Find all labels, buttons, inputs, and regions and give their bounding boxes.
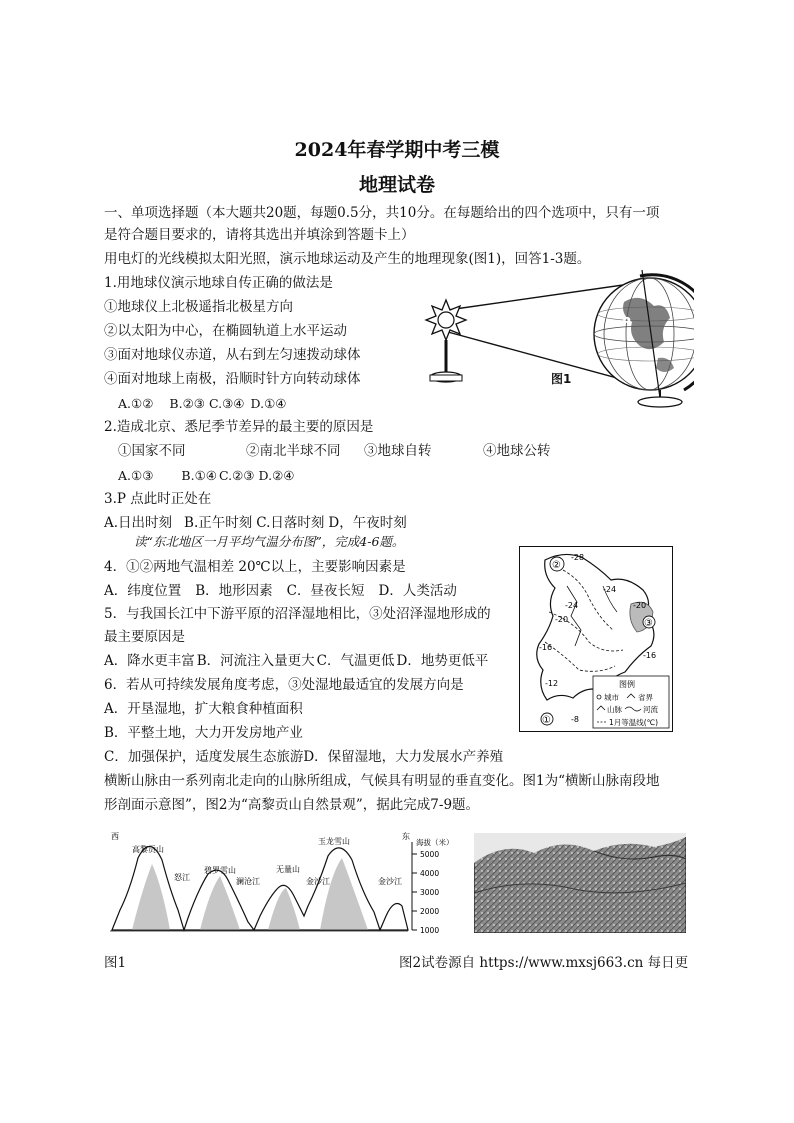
legend-isotherm: 1月等温线(℃): [609, 718, 659, 727]
isotherm-label: -12: [545, 679, 559, 688]
mountain-label: 碧罗雪山: [204, 866, 236, 875]
q2-options: [118, 467, 304, 485]
isotherm-label: -24: [565, 601, 579, 610]
q5-option-b: B．河流注入量更大: [196, 653, 315, 669]
isotherm-label: -16: [643, 651, 657, 660]
q6-option-cd: C．加强保护，适度发展生态旅游D．保留湿地，大力发展水产养殖: [104, 749, 504, 765]
profile-tick: 1000: [420, 926, 440, 934]
globe-figure-caption: 图1: [551, 372, 572, 386]
intro-q7-9-line1: 横断山脉由一系列南北走向的山脉所组成，气候具有明显的垂直变化。图1为“横断山脉南段地: [104, 773, 660, 789]
page-subtitle: 地理试卷: [358, 174, 435, 196]
q2-item-4: ④地球公转: [483, 443, 551, 459]
q1-item-4: ④面对地球上南极，沿顺时针方向转动球体: [104, 371, 361, 387]
q3-option-c: C.日落时刻: [256, 515, 325, 531]
isotherm-label: -8: [571, 715, 579, 724]
q2-item-2: ②南北半球不同: [246, 443, 341, 459]
q4-options: [104, 582, 467, 600]
q4-option-c: C．昼夜长短: [286, 583, 365, 599]
legend-river: 河流: [643, 705, 658, 714]
footer-right: 图2试卷源自 https://www.mxsj663.cn 每日更: [399, 955, 689, 971]
q2-option-c: C.②③: [219, 468, 255, 483]
q1-option-c: C.③④: [209, 396, 245, 411]
river-label: 金沙江: [306, 877, 330, 886]
q4-option-a: A．纬度位置: [104, 583, 182, 599]
globe-figure: [414, 262, 694, 410]
northeast-map: [519, 546, 673, 732]
q2-option-b: B.①④: [181, 468, 217, 483]
river-label: 怒江: [174, 873, 190, 882]
profile-east: 东: [402, 832, 410, 841]
q6-option-a: A．开垦湿地，扩大粮食种植面积: [104, 701, 303, 717]
q6-stem: 6．若从可持续发展角度考虑，③处湿地最适宜的发展方向是: [104, 677, 464, 693]
q3-option-b: B.正午时刻: [184, 515, 253, 531]
isotherm-label: -24: [603, 585, 617, 594]
globe-icon: [594, 270, 694, 398]
mountain-label: 高黎贡山: [132, 845, 164, 854]
footer-left: 图1: [104, 955, 127, 971]
q2-option-d: D.②④: [258, 468, 295, 483]
section-instruction-line1: 一、单项选择题（本大题共20题，每题0.5分，共10分。在每题给出的四个选项中，只有一项: [104, 205, 660, 221]
q5-options: [104, 652, 498, 670]
q5-option-c: C．气温更低: [316, 653, 395, 669]
intro-q7-9-line2: 形剖面示意图”，图2为“高黎贡山自然景观”，据此完成7-9题。: [104, 797, 480, 813]
q2-option-a: A.①③: [118, 468, 154, 483]
globe-p-label: P: [622, 315, 631, 329]
q3-options: [104, 514, 417, 532]
q5-stem-line1: 5．与我国长江中下游平原的沼泽湿地相比，③处沼泽湿地形成的: [104, 606, 491, 622]
q1-item-1: ①地球仪上北极遥指北极星方向: [104, 299, 293, 315]
mountain-label: 无量山: [276, 865, 300, 874]
q4-option-d: D．人类活动: [378, 583, 457, 599]
isotherm-label: -16: [539, 643, 553, 652]
mountain-label: 玉龙雪山: [318, 837, 350, 846]
page-title: 2024年春学期中考三模: [294, 139, 500, 161]
section-instruction-line2: 是符合题目要求的，请将其选出并填涂到答题卡上）: [104, 227, 415, 243]
profile-tick: 4000: [420, 869, 440, 878]
map-label-3: ③: [644, 618, 653, 629]
q1-option-d: D.①④: [250, 396, 287, 411]
q3-option-a: A.日出时刻: [104, 515, 173, 531]
sun-icon: [426, 300, 466, 340]
q1-options: [118, 395, 296, 413]
map-label-1: ①: [542, 715, 551, 726]
river-label: 澜沧江: [236, 877, 260, 886]
map-label-2: ②: [552, 560, 561, 571]
profile-tick: 3000: [420, 888, 440, 897]
q1-stem: 1.用地球仪演示地球自传正确的做法是: [104, 275, 333, 291]
legend-border: 省界: [638, 693, 653, 702]
river-label: 金沙江: [378, 877, 402, 886]
legend-title: 图例: [619, 680, 635, 689]
q1-option-a: A.①②: [118, 396, 154, 411]
isotherm-label: -20: [555, 615, 569, 624]
q3-option-d: D，午夜时刻: [328, 515, 407, 531]
profile-tick: 2000: [420, 907, 440, 916]
terrain-profile-figure: [108, 830, 458, 934]
q5-option-d: D．地势更低平: [396, 653, 489, 669]
intro-q4-6: 读“东北地区一月平均气温分布图”，完成4-6题。: [134, 534, 405, 549]
profile-tick: 5000: [420, 850, 440, 859]
q2-item-3: ③地球自转: [364, 443, 432, 459]
q2-item-1: ①国家不同: [118, 443, 186, 459]
profile-west: 西: [111, 832, 119, 841]
legend-mountain: 山脉: [607, 705, 622, 714]
q2-stem: 2.造成北京、悉尼季节差异的最主要的原因是: [104, 419, 374, 435]
q1-item-2: ②以太阳为中心，在椭圆轨道上水平运动: [104, 323, 347, 339]
profile-axis-title: 海拔（米）: [416, 838, 454, 847]
q1-option-b: B.②③: [169, 396, 205, 411]
isotherm-label: -20: [633, 601, 647, 610]
q5-stem-line2: 最主要原因是: [104, 629, 185, 645]
q5-option-a: A．降水更丰富: [104, 653, 195, 669]
intro-q1-3: 用电灯的光线模拟太阳光照，演示地球运动及产生的地理现象(图1)，回答1-3题。: [104, 251, 591, 267]
q3-stem: 3.P 点此时正处在: [104, 491, 212, 507]
q6-option-b: B．平整土地，大力开发房地产业: [104, 725, 303, 741]
q4-stem: 4．①②两地气温相差 20℃以上，主要影响因素是: [104, 559, 406, 575]
isotherm-label: -28: [571, 553, 585, 562]
landscape-photo: [474, 833, 686, 933]
q1-item-3: ③面对地球仪赤道，从右到左匀速拨动球体: [104, 347, 361, 363]
q4-option-b: B．地形因素: [195, 583, 273, 599]
legend-city: 城市: [604, 693, 619, 702]
